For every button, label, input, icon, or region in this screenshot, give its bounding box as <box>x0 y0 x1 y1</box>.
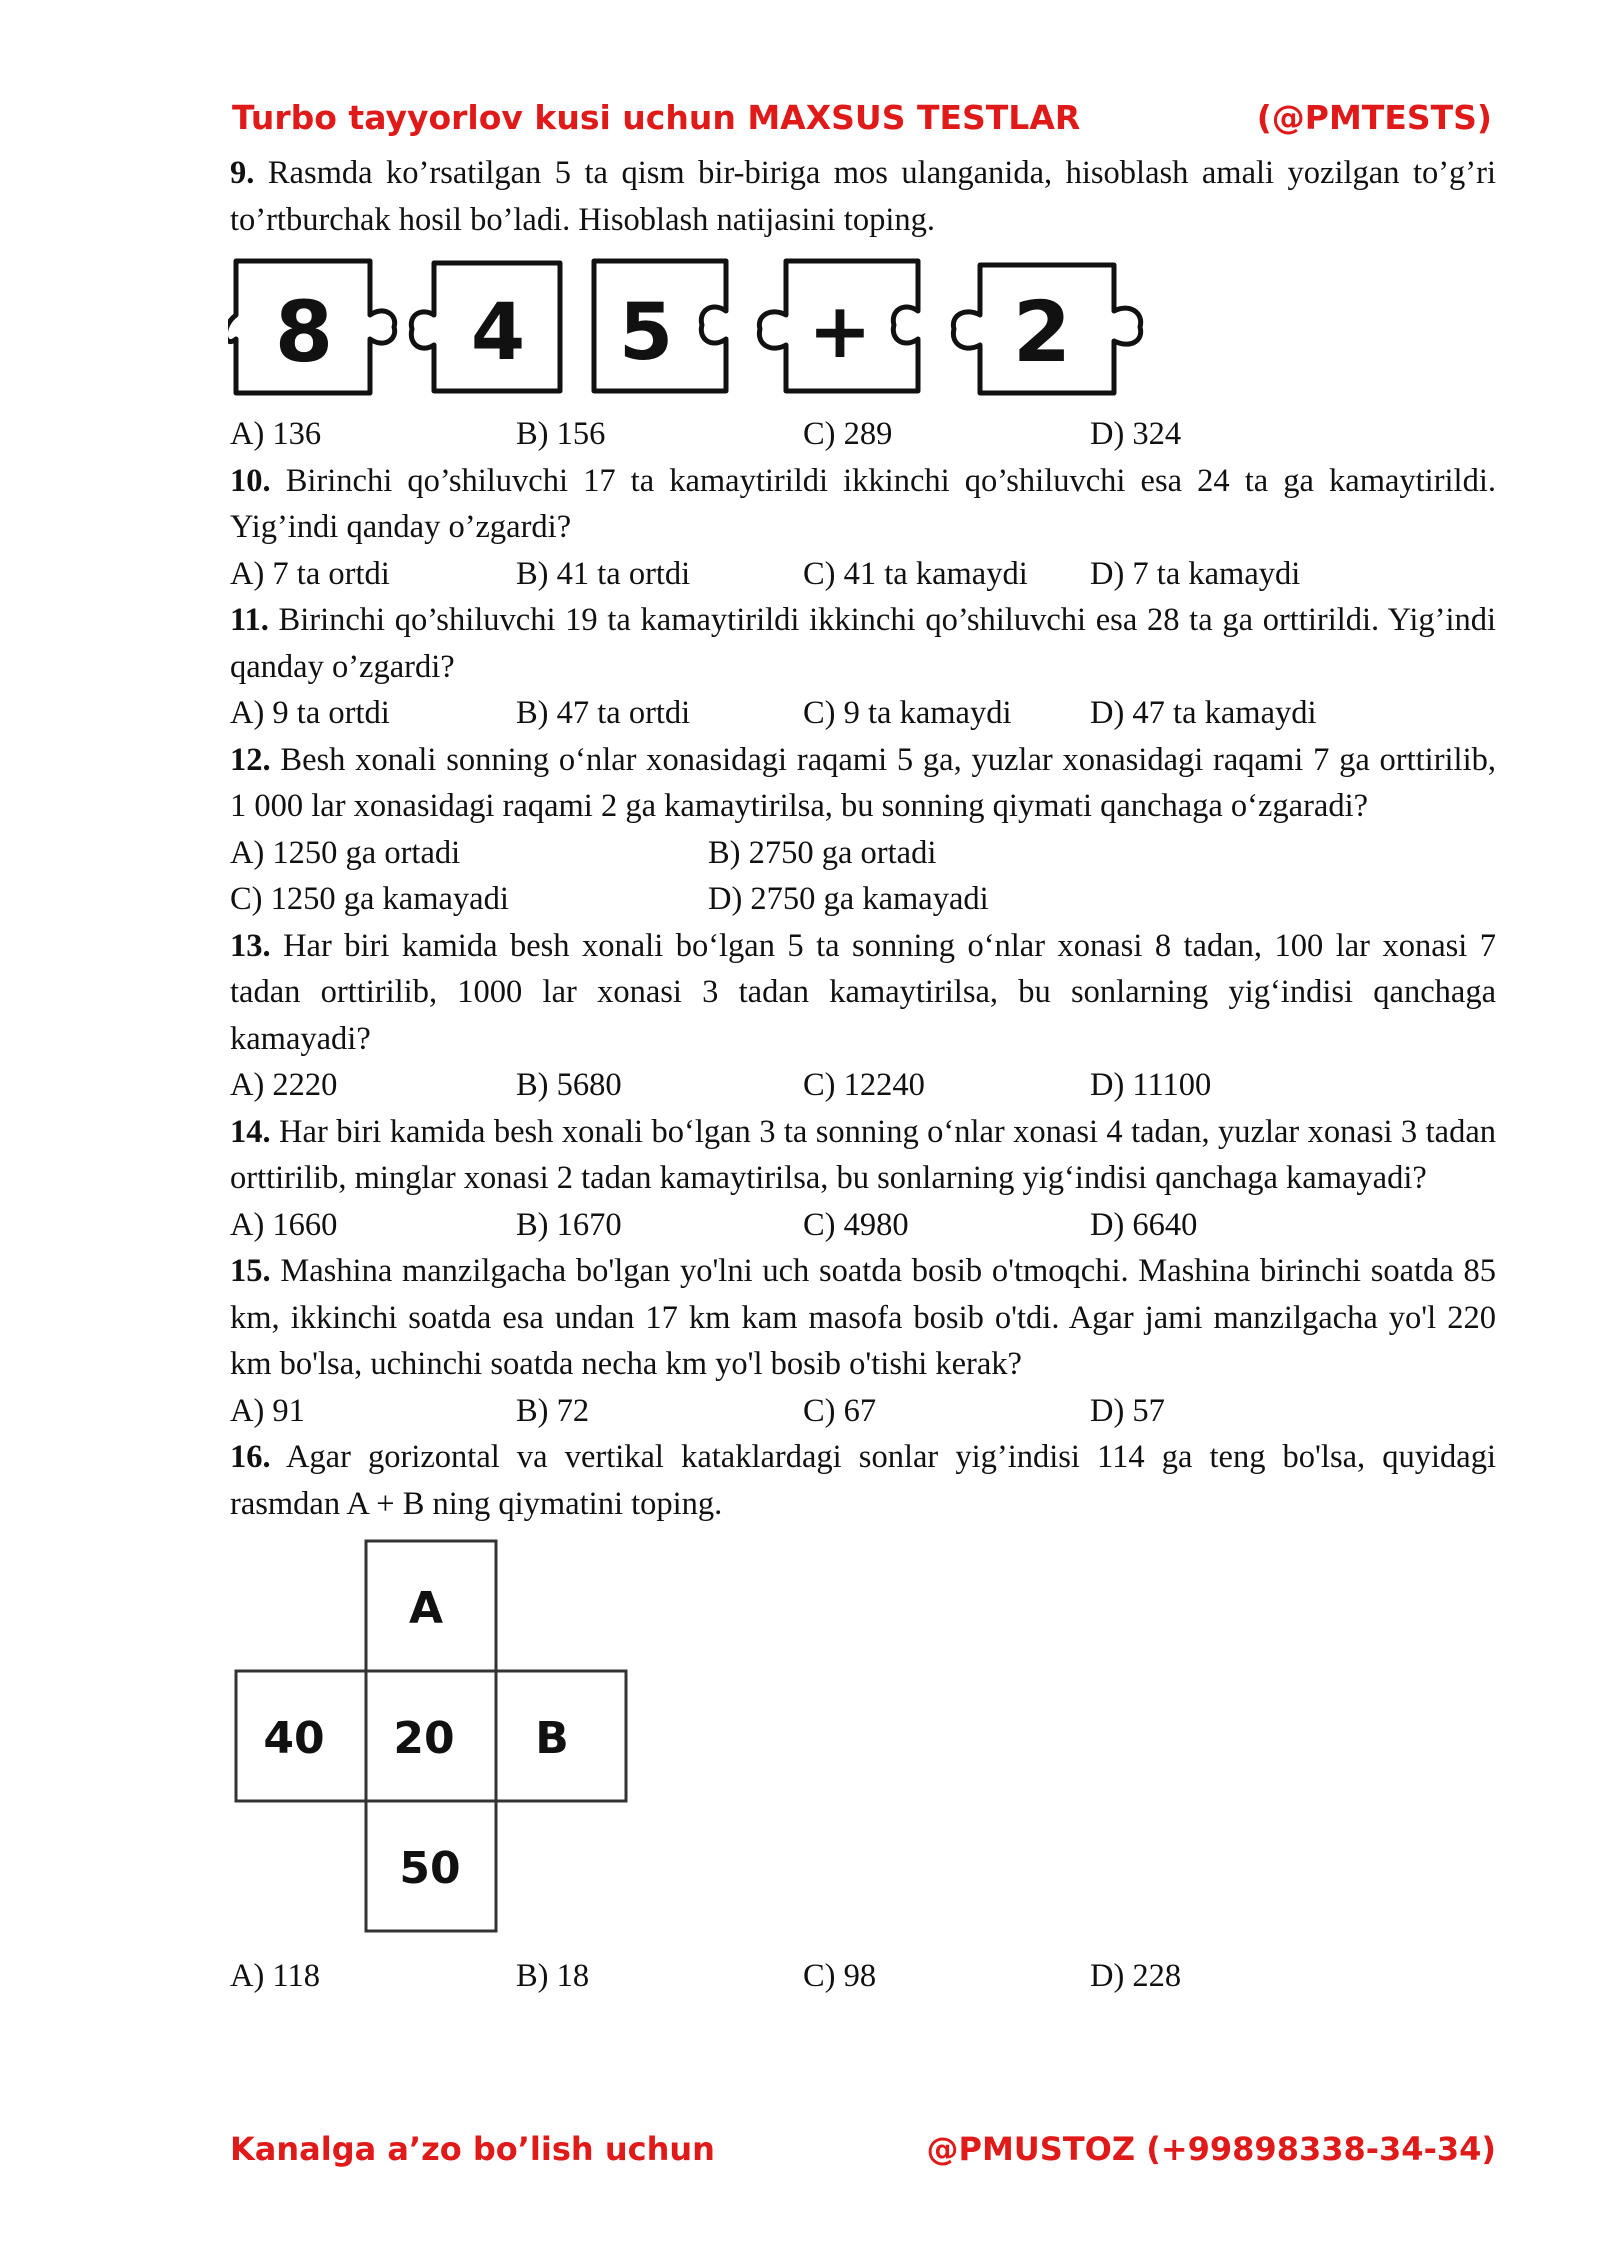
option-a[interactable]: A) 1660 <box>230 1206 338 1243</box>
question-text: Har biri kamida besh xonali bo‘lgan 5 ta sonning o‘nlar xonasi 8 tadan, 100 lar xonasi 7 tadan orttirilib, 1000 lar xonasi 3 tadan kamaytirilsa, bu sonlarning yig‘indisi qanchaga kamayadi? <box>230 927 1496 1057</box>
question-9 <box>230 150 1496 243</box>
option-a[interactable]: A) 1250 ga ortadi <box>230 834 461 871</box>
option-a[interactable]: A) 7 ta ortdi <box>230 555 390 592</box>
question-number: 16. <box>230 1439 271 1475</box>
grid-cell-bottom: 50 <box>399 1843 461 1894</box>
question-number: 12. <box>230 741 271 778</box>
answer-options-15 <box>230 1388 1496 1435</box>
option-b[interactable]: B) 18 <box>516 1958 590 1994</box>
option-b[interactable]: B) 41 ta ortdi <box>516 555 691 592</box>
option-d[interactable]: D) 228 <box>1090 1958 1182 1994</box>
answer-options-12-row-1 <box>230 830 1496 877</box>
question-11 <box>230 597 1496 690</box>
header-channel: (@PMTESTS) <box>1256 98 1492 137</box>
option-b[interactable]: B) 47 ta ortdi <box>516 695 691 731</box>
puzzle-piece-3: 5 <box>618 288 674 378</box>
question-16 <box>230 1434 1496 1527</box>
question-13 <box>230 923 1496 1063</box>
puzzle-figure <box>228 253 1496 403</box>
puzzle-piece-4: + <box>808 286 872 375</box>
puzzle-pieces-image <box>228 253 1168 403</box>
cross-grid-figure <box>230 1533 1496 1953</box>
puzzle-piece-5: 2 <box>1012 283 1072 381</box>
option-d[interactable]: D) 47 ta kamaydi <box>1090 695 1317 731</box>
question-15 <box>230 1248 1496 1388</box>
question-text: Birinchi qo’shiluvchi 17 ta kamaytirildi ikkinchi qo’shiluvchi esa 24 ta ga kamaytirildi. Yig’indi qanday o’zgardi? <box>230 462 1496 545</box>
question-text: Har biri kamida besh xonali bo‘lgan 3 ta sonning o‘nlar xonasi 4 tadan, yuzlar xonasi 3 tadan orttirilib, minglar xonasi 2 tadan kamaytirilsa, bu sonlarning yig‘indisi qanchaga kamayadi? <box>230 1113 1496 1196</box>
answer-options-12-row-2 <box>230 876 1496 923</box>
page-header <box>232 98 1492 150</box>
option-c[interactable]: C) 289 <box>803 416 893 452</box>
question-number: 13. <box>230 927 271 964</box>
option-c[interactable]: C) 67 <box>803 1392 877 1429</box>
option-a[interactable]: A) 136 <box>230 416 322 452</box>
option-d[interactable]: D) 2750 ga kamayadi <box>708 881 989 917</box>
question-text: Birinchi qo’shiluvchi 19 ta kamaytirildi ikkinchi qo’shiluvchi esa 28 ta ga orttirildi. Yig’indi qanday o’zgardi? <box>230 602 1496 685</box>
option-b[interactable]: B) 2750 ga ortadi <box>708 834 937 871</box>
grid-cell-right: B <box>535 1713 569 1764</box>
option-b[interactable]: B) 5680 <box>516 1067 622 1103</box>
option-b[interactable]: B) 156 <box>516 416 606 452</box>
puzzle-piece-2: 4 <box>470 288 526 378</box>
question-number: 14. <box>230 1113 271 1150</box>
question-number: 9. <box>230 155 255 191</box>
footer-subscribe-text: Kanalga a’zo bo’lish uchun <box>230 2130 715 2168</box>
answer-options-9 <box>230 411 1496 458</box>
question-number: 15. <box>230 1253 271 1289</box>
option-c[interactable]: C) 4980 <box>803 1206 909 1243</box>
option-b[interactable]: B) 72 <box>516 1392 590 1429</box>
grid-cell-left: 40 <box>263 1713 325 1764</box>
grid-cell-top: A <box>408 1583 444 1634</box>
question-10 <box>230 458 1496 551</box>
question-12 <box>230 737 1496 830</box>
option-c[interactable]: C) 41 ta kamaydi <box>803 555 1028 592</box>
cross-grid-image <box>230 1533 650 1953</box>
option-c[interactable]: C) 12240 <box>803 1067 925 1103</box>
question-14 <box>230 1109 1496 1202</box>
question-text: Agar gorizontal va vertikal kataklardagi sonlar yig’indisi 114 ga teng bo'lsa, quyidagi rasmdan A + B ning qiymatini toping. <box>230 1439 1496 1522</box>
option-a[interactable]: A) 9 ta ortdi <box>230 695 390 731</box>
puzzle-piece-1: 8 <box>274 283 334 381</box>
option-d[interactable]: D) 57 <box>1090 1392 1165 1429</box>
option-c[interactable]: C) 98 <box>803 1958 877 1994</box>
question-text: Rasmda ko’rsatilgan 5 ta qism bir-biriga mos ulanganida, hisoblash amali yozilgan to’g’ri to’rtburchak hosil bo’ladi. Hisoblash natijasini toping. <box>230 155 1496 238</box>
page-footer <box>230 2130 1496 2182</box>
footer-contact: @PMUSTOZ (+99898338-34-34) <box>926 2130 1496 2168</box>
answer-options-16 <box>230 1953 1496 2000</box>
question-number: 11. <box>230 602 269 638</box>
question-text: Besh xonali sonning o‘nlar xonasidagi raqami 5 ga, yuzlar xonasidagi raqami 7 ga orttirilib, 1 000 lar xonasidagi raqami 2 ga kamaytirilsa, bu sonning qiymati qanchaga o‘zgaradi? <box>230 741 1496 824</box>
option-a[interactable]: A) 118 <box>230 1958 320 1994</box>
question-text: Mashina manzilgacha bo'lgan yo'lni uch soatda bosib o'tmoqchi. Mashina birinchi soatda 85 km, ikkinchi soatda esa undan 17 km kam masofa bosib o'tdi. Agar jami manzilgacha yo'l 220 km bo'lsa, uchinchi soatda necha km yo'l bosib o'tishi kerak? <box>230 1253 1496 1382</box>
option-c[interactable]: C) 9 ta kamaydi <box>803 695 1012 731</box>
grid-cell-center: 20 <box>393 1713 455 1764</box>
option-a[interactable]: A) 2220 <box>230 1067 338 1103</box>
question-number: 10. <box>230 462 271 499</box>
option-d[interactable]: D) 324 <box>1090 416 1182 452</box>
option-c[interactable]: C) 1250 ga kamayadi <box>230 881 509 917</box>
answer-options-14 <box>230 1202 1496 1249</box>
answer-options-10 <box>230 551 1496 598</box>
option-a[interactable]: A) 91 <box>230 1392 305 1429</box>
option-d[interactable]: D) 6640 <box>1090 1206 1198 1243</box>
header-title: Turbo tayyorlov kusi uchun MAXSUS TESTLAR <box>232 98 1081 137</box>
answer-options-11 <box>230 690 1496 737</box>
option-d[interactable]: D) 7 ta kamaydi <box>1090 555 1301 592</box>
option-b[interactable]: B) 1670 <box>516 1206 622 1243</box>
answer-options-13 <box>230 1062 1496 1109</box>
questions-section <box>230 150 1496 2000</box>
option-d[interactable]: D) 11100 <box>1090 1067 1212 1103</box>
